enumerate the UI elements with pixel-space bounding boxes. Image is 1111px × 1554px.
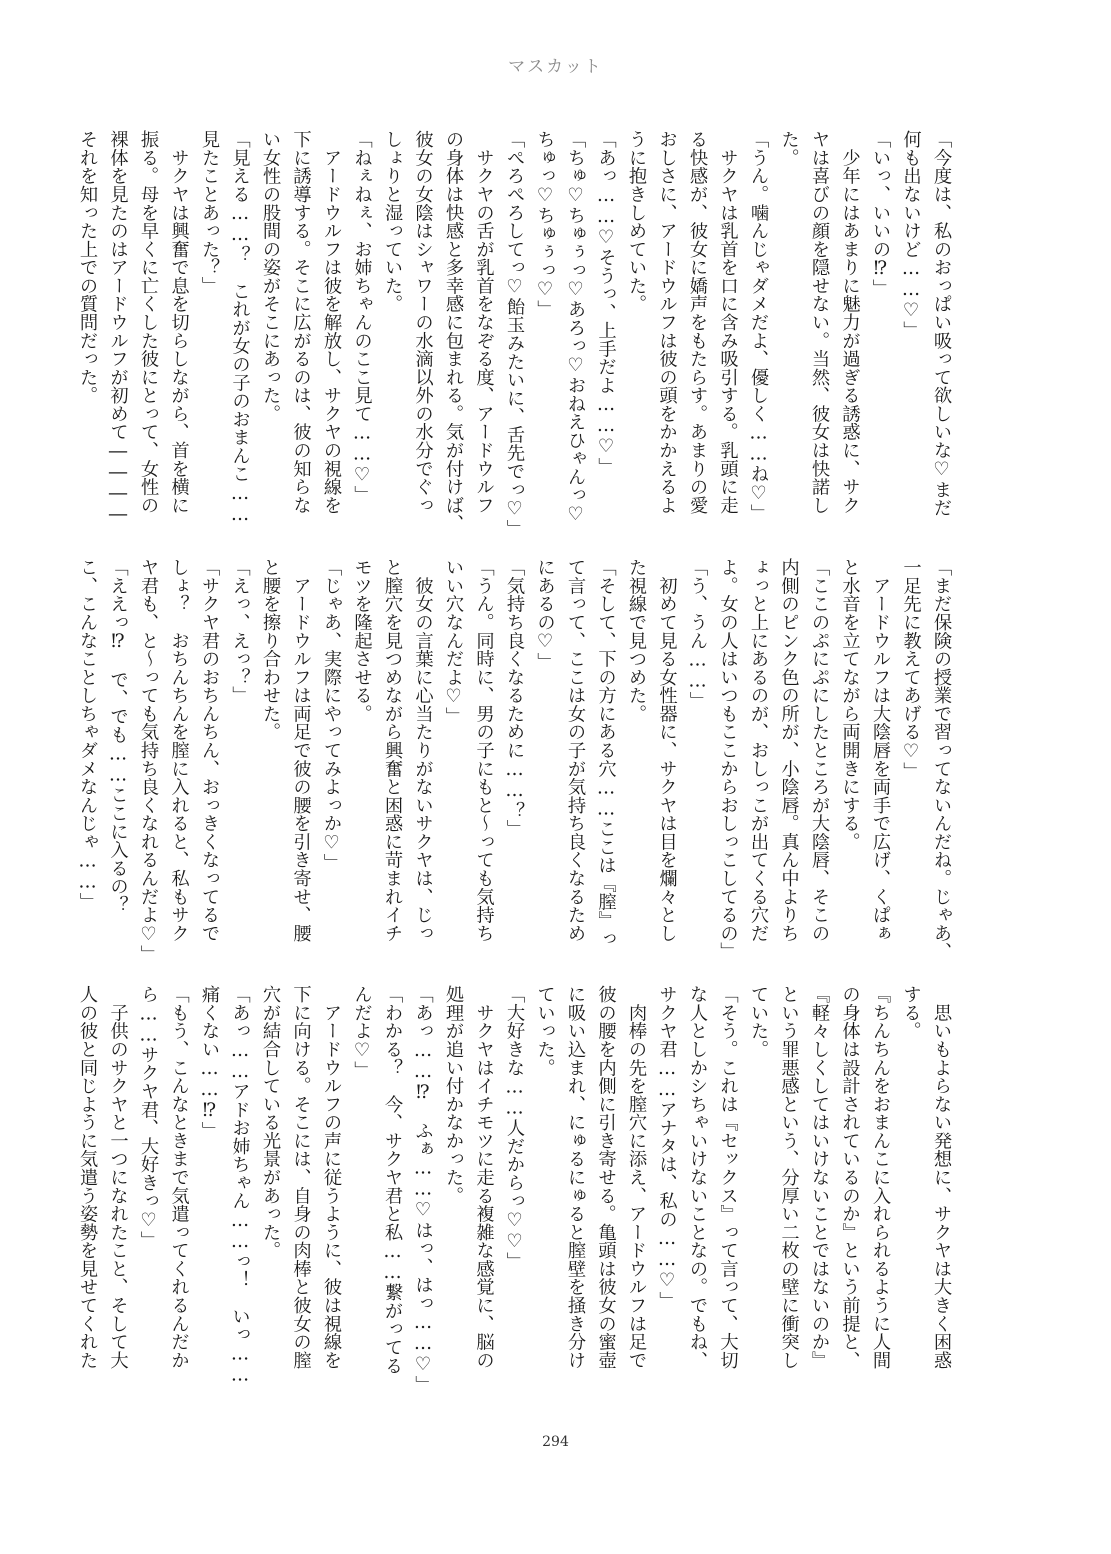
text-line: にあるの♡」 [534,558,556,671]
text-line: アードウルフは彼を解放し、サクヤの視線を [321,130,342,515]
text-line: の身体は設計されているのか』という前提と、 [839,985,861,1370]
text-tier-lower [77,985,956,1394]
text-line: 「ええっ⁉ で、でも……ここに入るの？ [107,558,129,914]
text-line: アードウルフは大陰唇を両手で広げ、くぱぁ [870,558,891,943]
text-line: 「大好きな……人だからっ♡♡」 [504,985,525,1271]
text-line: 「あっ……⁉ ふぁ……♡はっ、はっ……♡」 [412,985,434,1394]
text-line: しょ？ おちんちんを膣に入れると、私もサク [168,558,190,943]
text-line: 「そして、下の方にある穴……ここは『膣』っ [595,558,617,948]
text-line: ヤは喜びの顔を隠せない。当然、彼女は快諾し [809,130,830,515]
text-line: 「ぺろぺろしてっ♡飴玉みたいに、舌先でっ♡」 [504,130,525,538]
text-line: 下に誘導する。そこに広がるのは、彼の知らな [290,130,312,515]
text-line: 子供のサクヤと一つになれたこと、そして大 [107,985,129,1370]
text-line: 一足先に教えてあげる♡」 [900,558,922,781]
text-line: 「今度は、私のおっぱい吸って欲しいな♡まだ [931,130,952,517]
text-line: サクヤは乳首を口に含み吸引する。乳頭に走 [717,130,739,515]
text-line: に吸い込まれ、にゅるにゅると膣壁を掻き分け [565,985,586,1370]
text-line: サクヤはイチモツに走る複雑な感覚に、脳の [473,985,495,1370]
text-line: 穴が結合している光景があった。 [260,985,281,1260]
text-line: 「うん。同時に、男の子にもと～っても気持ち [473,558,495,943]
text-line: 「あっ……♡そうっ、上手だよ……♡」 [595,130,617,476]
text-line: いい穴なんだよ♡」 [443,558,464,726]
text-line: おしさに、アードウルフは彼の頭をかかえるよ [656,130,678,515]
text-line: 彼の腰を内側に引き寄せる。亀頭は彼女の蜜壺 [595,985,617,1370]
text-tier-upper [77,130,956,538]
text-line: 「じゃあ、実際にやってみよっか♡」 [321,558,342,872]
text-line: 『ちんちんをおまんこに入れられるように人間 [870,985,891,1370]
text-line: 振る。母を早くに亡くした彼にとって、女性の [138,130,159,515]
page-number: 294 [542,1434,569,1450]
text-line: という罪悪感という、分厚い二枚の壁に衝突し [778,985,800,1370]
text-line: 何も出ないけど……♡」 [900,130,922,340]
text-line: る快感が、彼女に嬌声をもたらす。あまりの愛 [687,130,708,515]
text-line: する。 [900,985,922,1040]
text-line: 彼女の女陰はシャワーの水滴以外の水分でぐっ [412,130,434,515]
text-line: 思いもよらない発想に、サクヤは大きく困惑 [931,985,952,1370]
text-line: ら……サクヤ君、大好きっ♡」 [138,985,159,1250]
text-line: と膣穴を見つめながら興奮と困惑に苛まれイチ [382,558,403,943]
text-line: んだよ♡」 [351,985,373,1080]
text-line: 「うん。噛んじゃダメだよ、優しく……ね♡」 [748,130,769,523]
text-line: 「いっ、いいの⁉」 [870,130,891,298]
text-line: ヤ君も、と～っても気持ち良くなれるんだよ♡」 [138,558,159,964]
text-line: 「見える……？ これが女の子のおまんこ…… [229,130,251,525]
text-line: い女性の股間の姿がそこにあった。 [260,130,281,423]
text-line: 処理が追い付かなかった。 [443,985,464,1205]
text-line: 「ここのぷにぷにしたところが大陰唇、そこの [809,558,830,943]
text-line: ちゅっ♡ちゅぅっ♡」 [534,130,556,319]
text-line: 内側のピンク色の所が、小陰唇。真ん中よりち [778,558,800,943]
text-line: 肉棒の先を膣穴に添え、アードウルフは足で [626,985,647,1370]
text-line: サクヤは興奮で息を切らしながら、首を横に [168,130,190,515]
text-line: 「まだ保険の授業で習ってないんだね。じゃあ、 [931,558,952,961]
text-line: 痛くない……⁉」 [199,985,220,1140]
text-line: しょりと湿っていた。 [382,130,403,313]
text-line: 「もう、こんなときまで気遣ってくれるんだか [168,985,190,1370]
text-line: 「う、うん……」 [687,558,708,710]
text-line: 裸体を見たのはアードウルフが初めて―――― [107,130,129,525]
text-line: ていった。 [534,985,556,1077]
text-line: アードウルフは両足で彼の腰を引き寄せ、腰 [290,558,312,943]
text-line: 「えっ、えっ？」 [229,558,251,705]
text-line: 「ちゅ♡ちゅぅっ♡あろっ♡おねえひゃんっ♡ [565,130,586,525]
text-tier-middle [77,558,956,964]
text-line: て言って、ここは女の子が気持ち良くなるため [565,558,586,943]
text-line: 『軽々しくしてはいけないことではないのか』 [809,985,830,1370]
text-line: 初めて見る女性器に、サクヤは目を爛々とし [656,558,678,943]
running-header: マスカット [508,57,603,77]
text-line: 下に向ける。そこには、自身の肉棒と彼女の膣 [290,985,312,1370]
text-line: ょっと上にあるのが、おしっこが出てくる穴だ [748,558,769,943]
text-line: た。 [778,130,800,167]
text-line: 「ねぇねぇ、お姉ちゃんのここ見て……♡」 [351,130,373,504]
text-line: うに抱きしめていた。 [626,130,647,313]
text-line: と腰を擦り合わせた。 [260,558,281,741]
text-line: と水音を立てながら両開きにする。 [839,558,861,851]
text-line: 見たことあった？」 [199,130,220,295]
text-line: こ、こんなことしちゃダメなんじゃ……」 [77,558,98,911]
text-line: 「気持ち良くなるために……？」 [504,558,525,838]
text-line: ていた。 [748,985,769,1059]
text-line: 人の彼と同じように気遣う姿勢を見せてくれた [77,985,98,1370]
text-line: た視線で見つめた。 [626,558,647,723]
text-line: サクヤ君……アナタは、私の……♡」 [656,985,678,1310]
text-line: 彼女の言葉に心当たりがないサクヤは、じっ [412,558,434,943]
text-line: 「わかる？ 今、サクヤ君と私……繋がってる [382,985,403,1375]
text-line: モツを隆起させる。 [351,558,373,723]
text-line: よ。女の人はいつもここからおしっこしてるの」 [717,558,739,961]
text-line: な人としかシちゃいけないことなの。でもね、 [687,985,708,1370]
text-line: 「そう。これは『セックス』って言って、大切 [717,985,739,1370]
text-line: サクヤの舌が乳首をなぞる度、アードウルフ [473,130,495,515]
text-line: 「あっ……アドお姉ちゃん……っ！ いっ…… [229,985,251,1386]
text-line: の身体は快感と多幸感に包まれる。気が付けば、 [443,130,464,533]
text-line: 「サクヤ君のおちんちん、おっきくなってるで [199,558,220,943]
text-line: 少年にはあまりに魅力が過ぎる誘惑に、サク [839,130,861,515]
text-line: それを知った上での質問だった。 [77,130,98,405]
text-line: アードウルフの声に従うように、彼は視線を [321,985,342,1370]
